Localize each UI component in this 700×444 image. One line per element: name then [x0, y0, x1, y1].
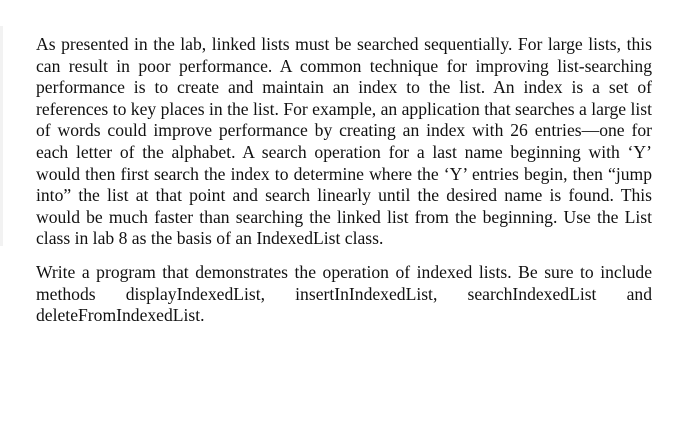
- paragraph-program-task: Write a program that demonstrates the operation of indexed lists. Be sure to include methods displayIndexedList, insertInIndexedList, searchIndexedList and deleteFromIndexedList.: [36, 261, 652, 326]
- document-body: [36, 34, 652, 327]
- left-edge-shadow: [0, 26, 3, 246]
- paragraph-indexed-list-intro: As presented in the lab, linked lists must be searched sequentially. For large lists, this can result in poor performance. A common technique for improving list-searching performance is to create and maintain an index to the list. An index is a set of references to key places in the list. For example, an application that searches a large list of words could improve performance by creating an index with 26 entries—one for each letter of the alphabet. A search operation for a last name beginning with ‘Y’ would then first search the index to determine where the ‘Y’ entries begin, then “jump into” the list at that point and search linearly until the desired name is found. This would be much faster than searching the linked list from the beginning. Use the List class in lab 8 as the basis of an IndexedList class.: [36, 34, 652, 249]
